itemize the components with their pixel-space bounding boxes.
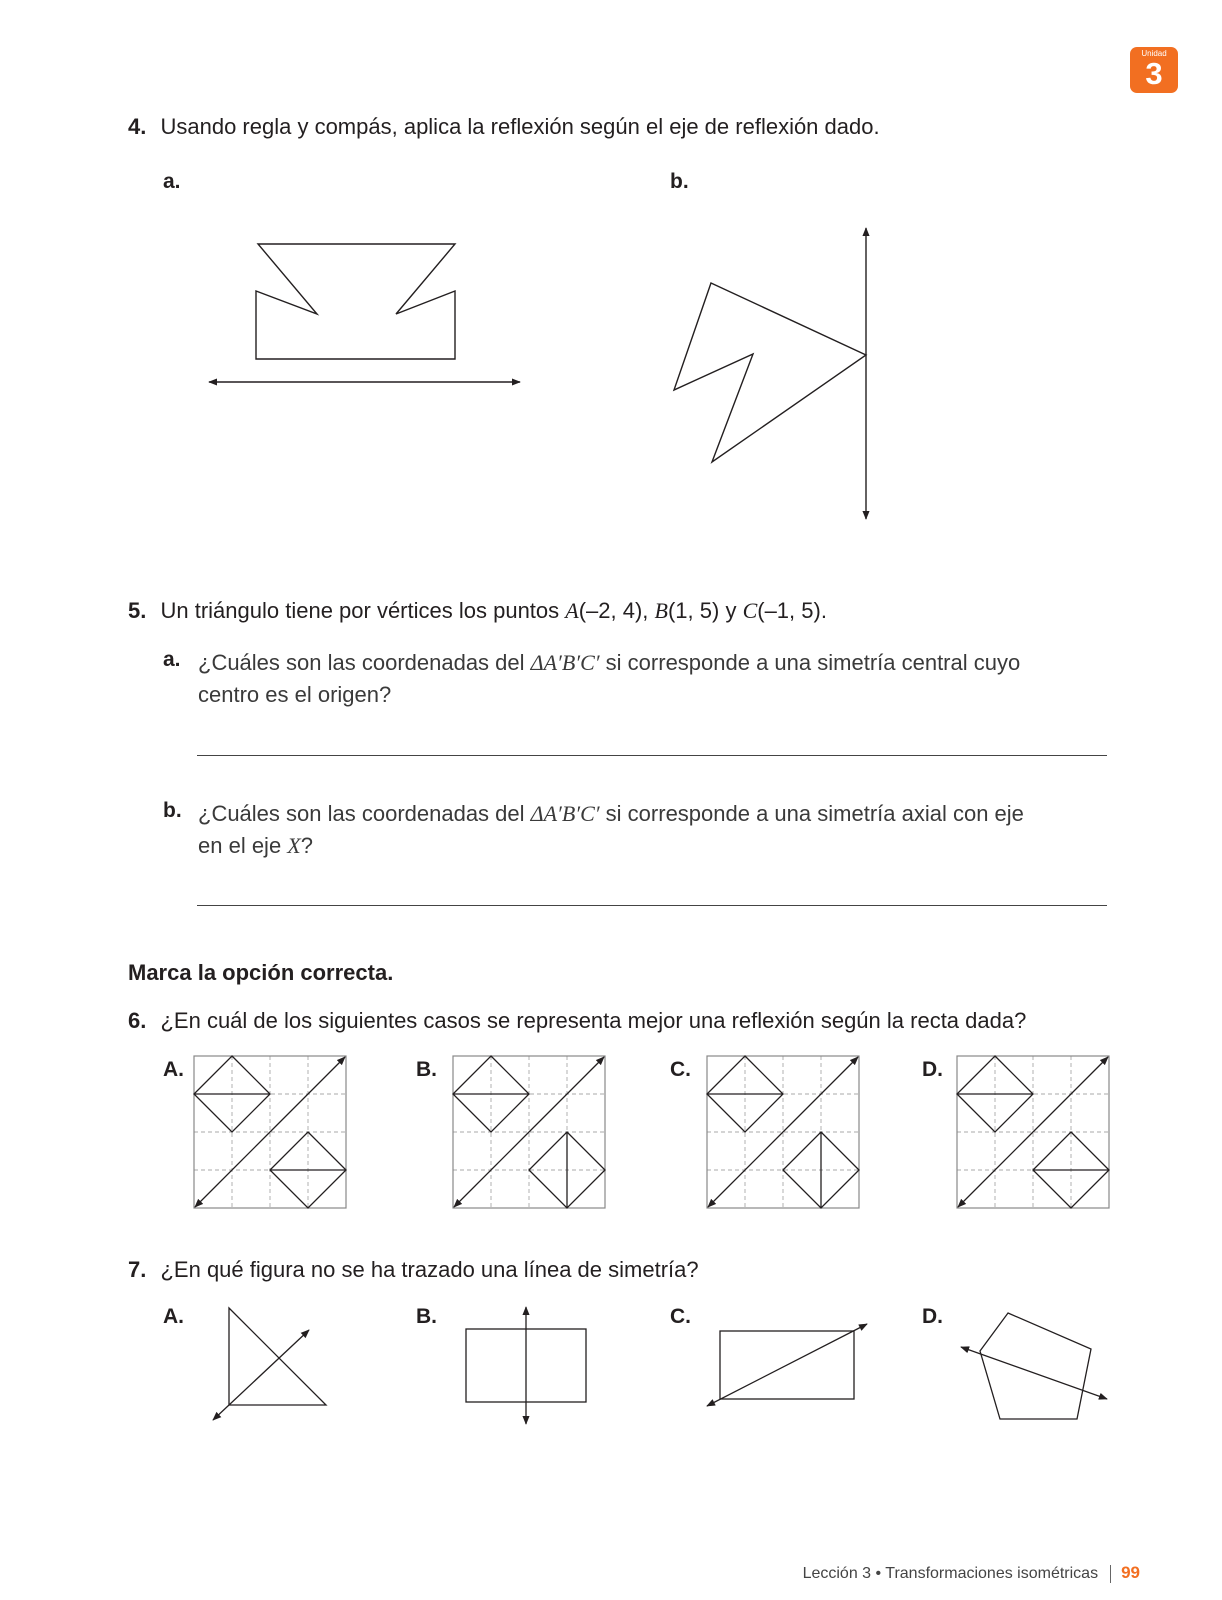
question-5a-label: a. xyxy=(163,648,181,671)
vertex-a-coords: (–2, 4), xyxy=(578,598,655,623)
question-7-number: 7. xyxy=(128,1257,147,1282)
vertex-a: A xyxy=(565,598,579,623)
q7-option-a-figure[interactable] xyxy=(213,1308,326,1420)
question-4a-label: a. xyxy=(163,170,181,193)
vertex-c: C xyxy=(742,598,758,623)
question-5b-text-part2: si corresponde a una simetría axial con eje xyxy=(599,801,1024,826)
vertex-b-coords: (1, 5) y xyxy=(667,598,743,623)
question-5-text-part: Un triángulo tiene por vértices los puntos xyxy=(160,598,566,623)
footer-divider xyxy=(1110,1565,1111,1583)
q7-option-d-figure[interactable] xyxy=(961,1313,1107,1419)
question-6-text: ¿En cuál de los siguientes casos se representa mejor una reflexión según la recta dada? xyxy=(160,1008,1027,1033)
unit-badge-label: Unidad xyxy=(1141,49,1167,58)
q6-option-b-label[interactable]: B. xyxy=(416,1058,437,1081)
question-5b-text-part3: en el eje xyxy=(198,833,288,858)
footer-lesson: Lección 3 • Transformaciones isométricas xyxy=(802,1565,1099,1582)
question-5-number: 5. xyxy=(128,598,147,623)
question-4-text: Usando regla y compás, aplica la reflexión según el eje de reflexión dado. xyxy=(160,114,880,139)
q6-option-d-label[interactable]: D. xyxy=(922,1058,943,1081)
triangle-label: ΔA′B′C′ xyxy=(530,801,600,826)
question-5a-text-part1: ¿Cuáles son las coordenadas del xyxy=(198,650,531,675)
q7-option-b-label[interactable]: B. xyxy=(416,1305,437,1328)
page-footer xyxy=(803,1563,1140,1583)
q7-option-b-figure[interactable] xyxy=(466,1307,586,1424)
axis-label: X xyxy=(287,833,301,858)
page-number: 99 xyxy=(1121,1563,1140,1582)
vertex-b: B xyxy=(654,598,668,623)
unit-badge-number: 3 xyxy=(1145,56,1163,91)
question-4b-label: b. xyxy=(670,170,689,193)
question-7-text: ¿En qué figura no se ha trazado una línea de simetría? xyxy=(160,1257,699,1282)
q7-option-a-label[interactable]: A. xyxy=(163,1305,184,1328)
question-5b-label: b. xyxy=(163,799,182,822)
instruction: Marca la opción correcta. xyxy=(128,960,394,985)
q6-option-a-label[interactable]: A. xyxy=(163,1058,184,1081)
question-5a-text-part3: centro es el origen? xyxy=(198,682,392,707)
question-4-number: 4. xyxy=(128,114,147,139)
q6-option-c-label[interactable]: C. xyxy=(670,1058,691,1081)
triangle-label: ΔA′B′C′ xyxy=(530,650,600,675)
q7-option-c-label[interactable]: C. xyxy=(670,1305,691,1328)
q7-option-d-label[interactable]: D. xyxy=(922,1305,943,1328)
question-6-number: 6. xyxy=(128,1008,147,1033)
vertex-c-coords: (–1, 5). xyxy=(757,598,827,623)
q7-option-c-figure[interactable] xyxy=(707,1324,867,1406)
question-5b-text-part4: ? xyxy=(300,833,313,858)
question-5a-text-part2: si corresponde a una simetría central cuyo xyxy=(599,650,1021,675)
question-5b-text-part1: ¿Cuáles son las coordenadas del xyxy=(198,801,531,826)
